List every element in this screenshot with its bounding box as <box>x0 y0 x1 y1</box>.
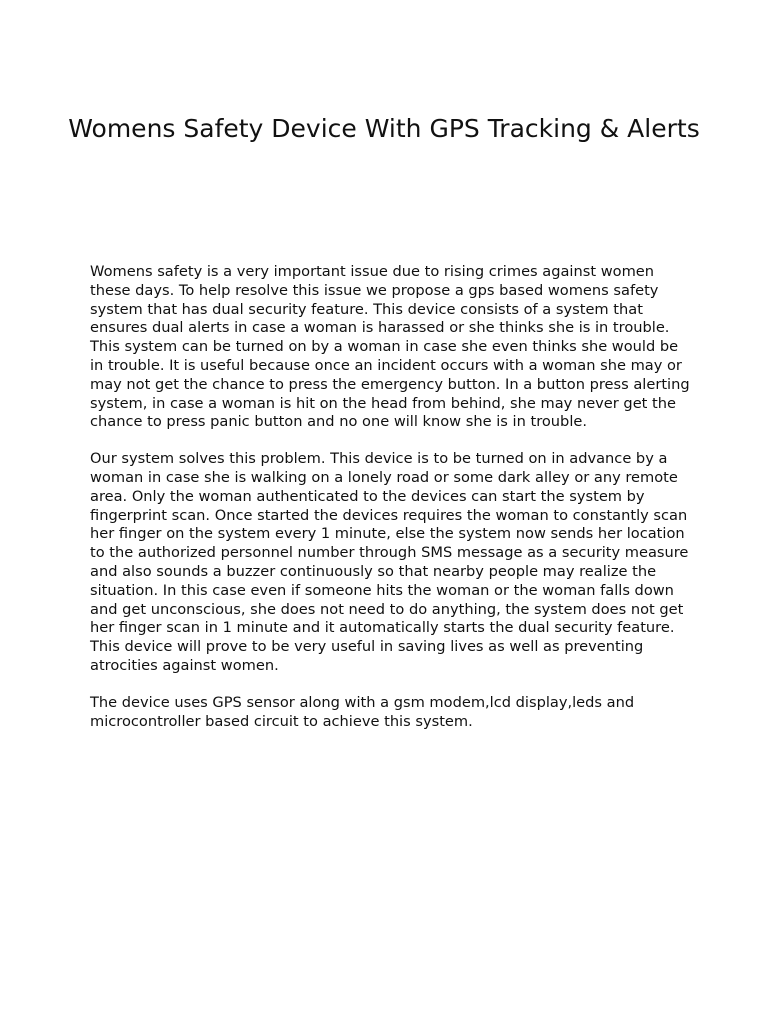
paragraph-solution: Our system solves this problem. This device is to be turned on in advance by a woman in case she is walking on a lonely road or some dark alley or any remote area. Only the woman authenticated to the devices can start the system by fingerprint scan. Once started the devices requires the woman to constantly scan her finger on the system every 1 minute, else the system now sends her location to the authorized personnel number through SMS message as a security measure and also sounds a buzzer continuously so that nearby people may realize the situation. In this case even if someone hits the woman or the woman falls down and get unconscious, she does not need to do anything, the system does not get her finger scan in 1 minute and it automatically starts the dual security feature. This device will prove to be very useful in saving lives as well as preventing atrocities against women. <box>90 450 689 674</box>
document-title: Womens Safety Device With GPS Tracking & Alerts <box>68 114 700 143</box>
document-body <box>90 263 690 749</box>
paragraph-intro: Womens safety is a very important issue due to rising crimes against women these days. To help resolve this issue we propose a gps based womens safety system that has dual security feature. This device consists of a system that ensures dual alerts in case a woman is harassed or she thinks she is in trouble. This system can be turned on by a woman in case she even thinks she would be in trouble. It is useful because once an incident occurs with a woman she may or may not get the chance to press the emergency button. In a button press alerting system, in case a woman is hit on the head from behind, she may never get the chance to press panic button and no one will know she is in trouble. <box>90 263 690 431</box>
paragraph-components: The device uses GPS sensor along with a gsm modem,lcd display,leds and microcontroller based circuit to achieve this system. <box>90 693 635 730</box>
